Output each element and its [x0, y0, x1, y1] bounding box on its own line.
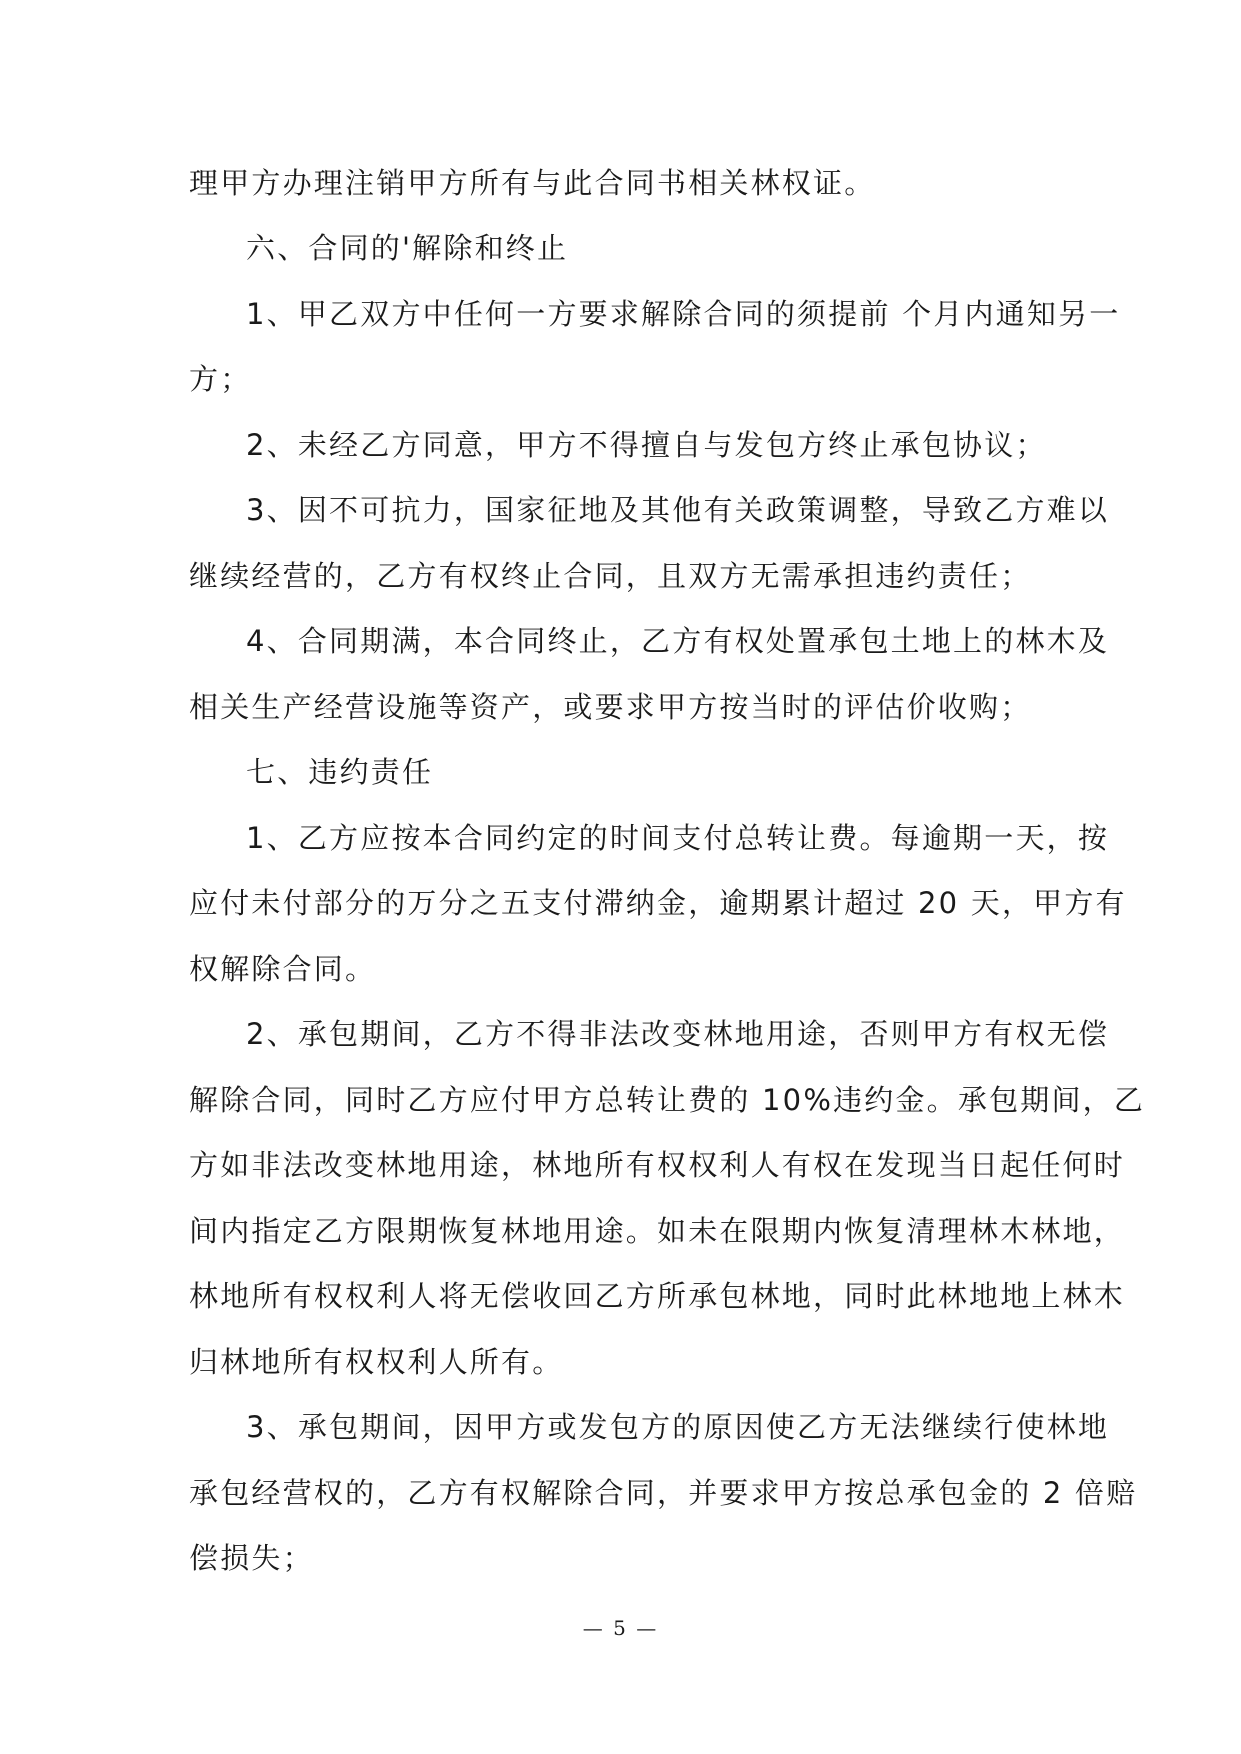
text-line: 解除合同，同时乙方应付甲方总转让费的 10%违约金。承包期间，乙: [189, 1083, 1146, 1117]
text-line: 2、承包期间，乙方不得非法改变林地用途，否则甲方有权无偿: [246, 1017, 1110, 1051]
text-line: 3、承包期间，因甲方或发包方的原因使乙方无法继续行使林地: [246, 1410, 1110, 1444]
text-line: 方如非法改变林地用途，林地所有权权利人有权在发现当日起任何时: [189, 1148, 1126, 1182]
text-line: 相关生产经营设施等资产，或要求甲方按当时的评估价收购；: [189, 690, 1032, 724]
text-line: 继续经营的，乙方有权终止合同，且双方无需承担违约责任；: [189, 559, 1032, 593]
text-line: 归林地所有权权利人所有。: [189, 1345, 564, 1379]
text-line: 2、未经乙方同意，甲方不得擅自与发包方终止承包协议；: [246, 428, 1047, 462]
text-line: 应付未付部分的万分之五支付滞纳金，逾期累计超过 20 天，甲方有: [189, 886, 1127, 920]
text-line: 3、因不可抗力，国家征地及其他有关政策调整，导致乙方难以: [246, 493, 1110, 527]
text-line: 理甲方办理注销甲方所有与此合同书相关林权证。: [189, 166, 876, 200]
text-line: 承包经营权的，乙方有权解除合同，并要求甲方按总承包金的 2 倍赔: [189, 1476, 1138, 1510]
text-line: 林地所有权权利人将无偿收回乙方所承包林地，同时此林地地上林木: [189, 1279, 1126, 1313]
section-heading: 六、合同的'解除和终止: [246, 231, 569, 265]
page-number: — 5 —: [582, 1616, 659, 1640]
text-line: 间内指定乙方限期恢复林地用途。如未在限期内恢复清理林木林地，: [189, 1214, 1126, 1248]
section-heading: 七、违约责任: [246, 755, 434, 789]
text-line: 方；: [189, 362, 252, 396]
text-line: 1、甲乙双方中任何一方要求解除合同的须提前 个月内通知另一: [246, 297, 1121, 331]
text-line: 1、乙方应按本合同约定的时间支付总转让费。每逾期一天，按: [246, 821, 1110, 855]
text-line: 4、合同期满，本合同终止，乙方有权处置承包土地上的林木及: [246, 624, 1110, 658]
text-line: 权解除合同。: [189, 952, 377, 986]
text-line: 偿损失；: [189, 1541, 314, 1575]
